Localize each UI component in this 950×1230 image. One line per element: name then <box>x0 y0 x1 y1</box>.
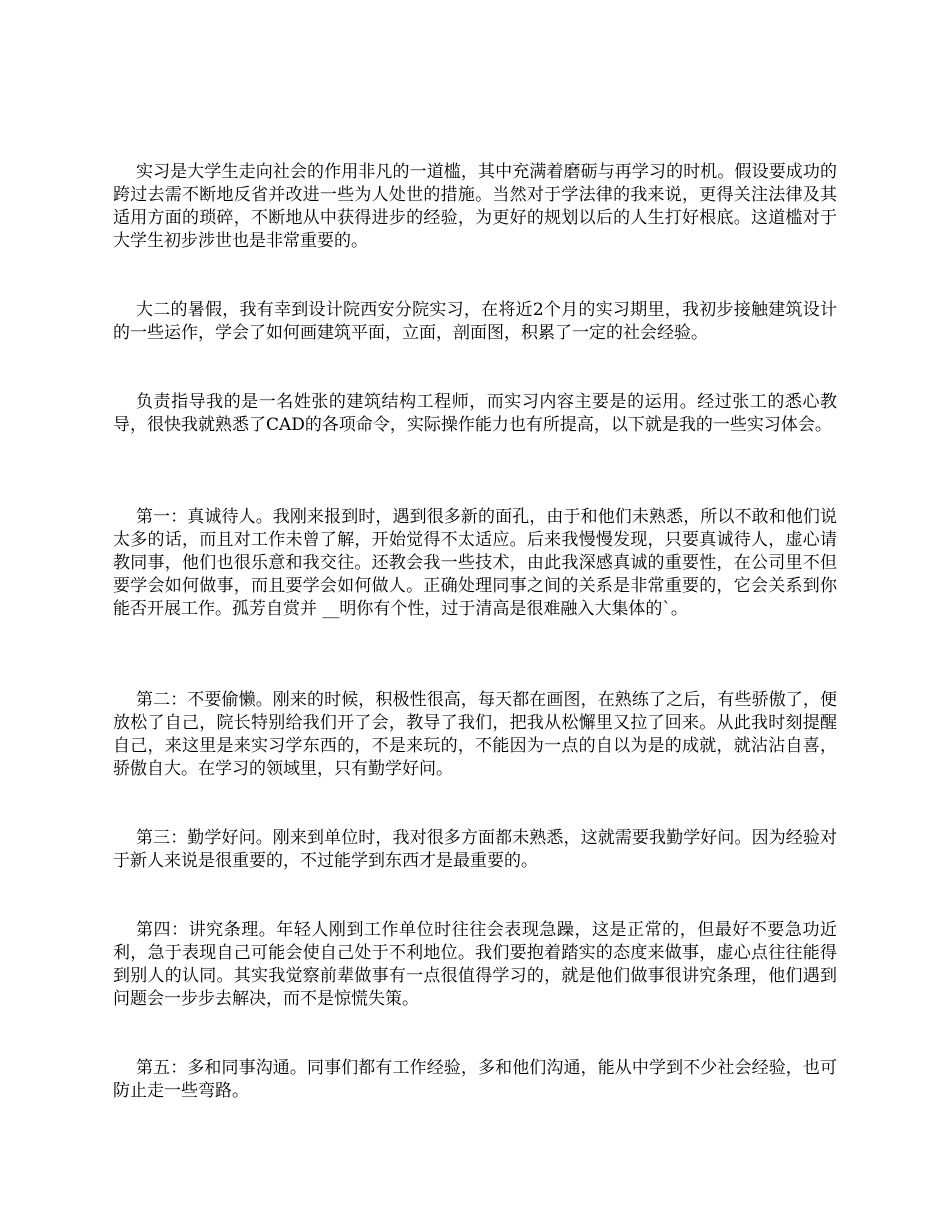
paragraph-intro: 实习是大学生走向社会的作用非凡的一道槛，其中充满着磨砺与再学习的时机。假设要成功的跨过去需不断地反省并改进一些为人处世的措施。当然对于学法律的我来说，更得关注法律及其适用方面的琐碎，不断地从中获得进步的经验，为更好的规划以后的人生打好根底。这道槛对于大学生初步涉世也是非常重要的。 <box>113 162 837 251</box>
paragraph-point-one: 第一：真诚待人。我刚来报到时，遇到很多新的面孔，由于和他们未熟悉，所以不敢和他们说太多的话，而且对工作未曾了解，开始觉得不太适应。后来我慢慢发现，只要真诚待人，虚心请教同事，他们也很乐意和我交往。还教会我一些技术，由此我深感真诚的重要性，在公司里不但要学会如何做事，而且要学会如何做人。正确处理同事之间的关系是非常重要的，它会关系到你能否开展工作。孤芳自赏并 __明你有个性，过于清高是很难融入大集体的`。 <box>113 507 837 619</box>
paragraph-point-five: 第五：多和同事沟通。同事们都有工作经验，多和他们沟通，能从中学到不少社会经验，也可防止走一些弯路。 <box>113 1058 837 1101</box>
paragraph-mentor: 负责指导我的是一名姓张的建筑结构工程师，而实习内容主要是的运用。经过张工的悉心教导，很快我就熟悉了CAD的各项命令，实际操作能力也有所提高，以下就是我的一些实习体会。 <box>113 392 837 435</box>
paragraph-point-two: 第二：不要偷懒。刚来的时候，积极性很高，每天都在画图，在熟练了之后，有些骄傲了，便放松了自己，院长特别给我们开了会，教导了我们，把我从松懈里又拉了回来。从此我时刻提醒自己，来这里是来实习学东西的，不是来玩的，不能因为一点的自以为是的成就，就沾沾自喜，骄傲自大。在学习的领域里，只有勤学好问。 <box>113 690 837 779</box>
paragraph-point-four: 第四：讲究条理。年轻人刚到工作单位时往往会表现急躁，这是正常的，但最好不要急功近利，急于表现自己可能会使自己处于不利地位。我们要抱着踏实的态度来做事，虚心点往往能得到别人的认同。其实我觉察前辈做事有一点很值得学习的，就是他们做事很讲究条理，他们遇到问题会一步步去解决，而不是惊慌失策。 <box>113 920 837 1009</box>
paragraph-internship-overview: 大二的暑假，我有幸到设计院西安分院实习，在将近2个月的实习期里，我初步接触建筑设计的一些运作，学会了如何画建筑平面，立面，剖面图，积累了一定的社会经验。 <box>113 300 837 343</box>
paragraph-point-three: 第三：勤学好问。刚来到单位时，我对很多方面都未熟悉，这就需要我勤学好问。因为经验对于新人来说是很重要的，不过能学到东西才是最重要的。 <box>113 828 837 871</box>
